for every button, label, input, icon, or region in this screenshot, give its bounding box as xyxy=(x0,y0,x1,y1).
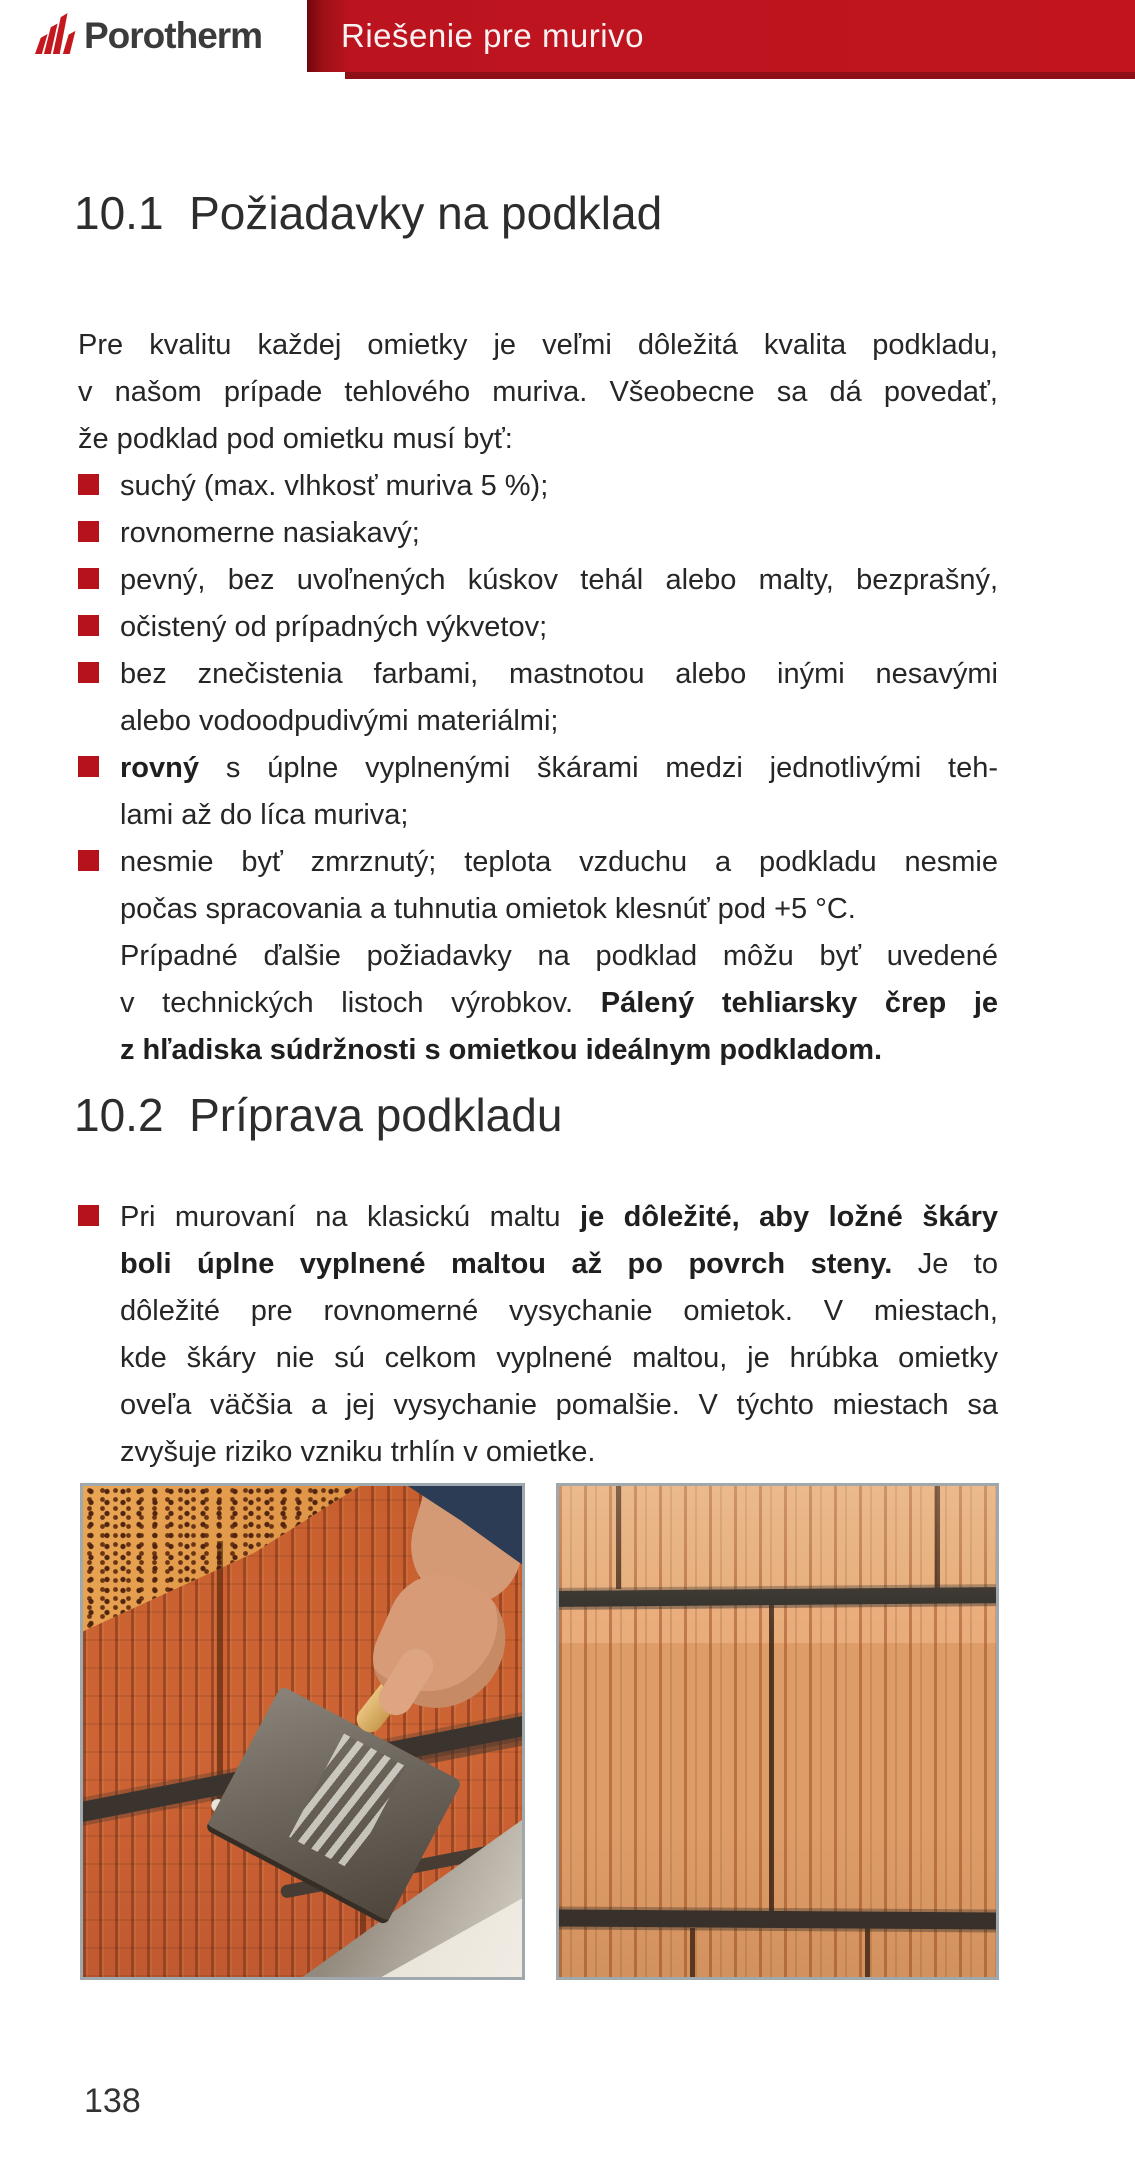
bullet-item xyxy=(78,1194,998,1476)
bullet-item xyxy=(78,839,998,933)
text-line: v technických listoch výrobkov. Pálený tehliarsky črep je xyxy=(120,987,999,1019)
text-line: rovnomerne nasiakavý; xyxy=(120,517,420,549)
text-line: alebo vodoodpudivými materiálmi; xyxy=(120,705,559,737)
text-line: očistený od prípadných výkvetov; xyxy=(120,611,548,643)
bullet-item xyxy=(78,604,998,651)
bullet-item xyxy=(78,510,998,557)
bullet-item xyxy=(78,651,998,745)
bullet-item xyxy=(78,745,998,839)
text-line: boli úplne vyplnené maltou až po povrch steny. Je to xyxy=(120,1248,998,1280)
text-line: Pri murovaní na klasickú maltu je dôležité, aby ložné škáry xyxy=(120,1201,998,1233)
paragraph xyxy=(78,933,998,1074)
text-line: lami až do líca muriva; xyxy=(120,799,409,831)
bullet-marker xyxy=(78,474,99,495)
text-line: z hľadiska súdržnosti s omietkou ideálnym podkladom. xyxy=(120,1034,883,1066)
section-10-1-body xyxy=(78,322,998,1074)
text-line: pevný, bez uvoľnených kúskov tehál alebo malty, bezprašný, xyxy=(120,564,998,596)
logo-area xyxy=(0,0,307,72)
bullet-marker xyxy=(78,568,99,589)
mortar-application-photo xyxy=(80,1483,525,1980)
brick-wall-joints-photo xyxy=(556,1483,999,1980)
bullet-marker xyxy=(78,521,99,542)
logo-text: Porotherm xyxy=(84,15,263,56)
porotherm-bricks-icon xyxy=(35,12,77,54)
section-heading-10-2: 10.2 Príprava podkladu xyxy=(74,1089,563,1141)
bullet-marker xyxy=(78,615,99,636)
text-line: rovný s úplne vyplnenými škárami medzi jednotlivými teh- xyxy=(120,752,998,784)
bullet-item xyxy=(78,557,998,604)
section-heading-10-1: 10.1 Požiadavky na podklad xyxy=(74,187,663,239)
bullet-marker xyxy=(78,756,99,777)
bullet-item xyxy=(78,463,998,510)
text-line: Pre kvalitu každej omietky je veľmi dôležitá kvalita podkladu, xyxy=(78,329,998,361)
text-line: nesmie byť zmrznutý; teplota vzduchu a podkladu nesmie xyxy=(120,846,998,878)
header-banner xyxy=(307,0,1135,72)
photo-tint xyxy=(559,1486,996,1977)
text-line: počas spracovania a tuhnutia omietok klesnúť pod +5 °C. xyxy=(120,893,856,925)
text-line: Prípadné ďalšie požiadavky na podklad môžu byť uvedené xyxy=(120,940,998,972)
banner-underline xyxy=(345,72,1135,79)
page-number: 138 xyxy=(84,2082,141,2120)
text-line: v našom prípade tehlového muriva. Všeobecne sa dá povedať, xyxy=(78,376,998,408)
bullet-marker xyxy=(78,1205,99,1226)
text-line: suchý (max. vlhkosť muriva 5 %); xyxy=(120,470,549,502)
banner-title: Riešenie pre murivo xyxy=(341,17,644,54)
text-line: zvyšuje riziko vzniku trhlín v omietke. xyxy=(120,1436,596,1468)
section-10-2-body xyxy=(78,1194,998,1476)
text-line: že podklad pod omietku musí byť: xyxy=(78,423,513,455)
text-line: kde škáry nie sú celkom vyplnené maltou, je hrúbka omietky xyxy=(120,1342,998,1374)
bullet-marker xyxy=(78,662,99,683)
bullet-marker xyxy=(78,850,99,871)
paragraph xyxy=(78,322,998,463)
text-line: oveľa väčšia a jej vysychanie pomalšie. V týchto miestach sa xyxy=(120,1389,998,1421)
text-line: bez znečistenia farbami, mastnotou alebo inými nesavými xyxy=(120,658,998,690)
text-line: dôležité pre rovnomerné vysychanie omietok. V miestach, xyxy=(120,1295,998,1327)
